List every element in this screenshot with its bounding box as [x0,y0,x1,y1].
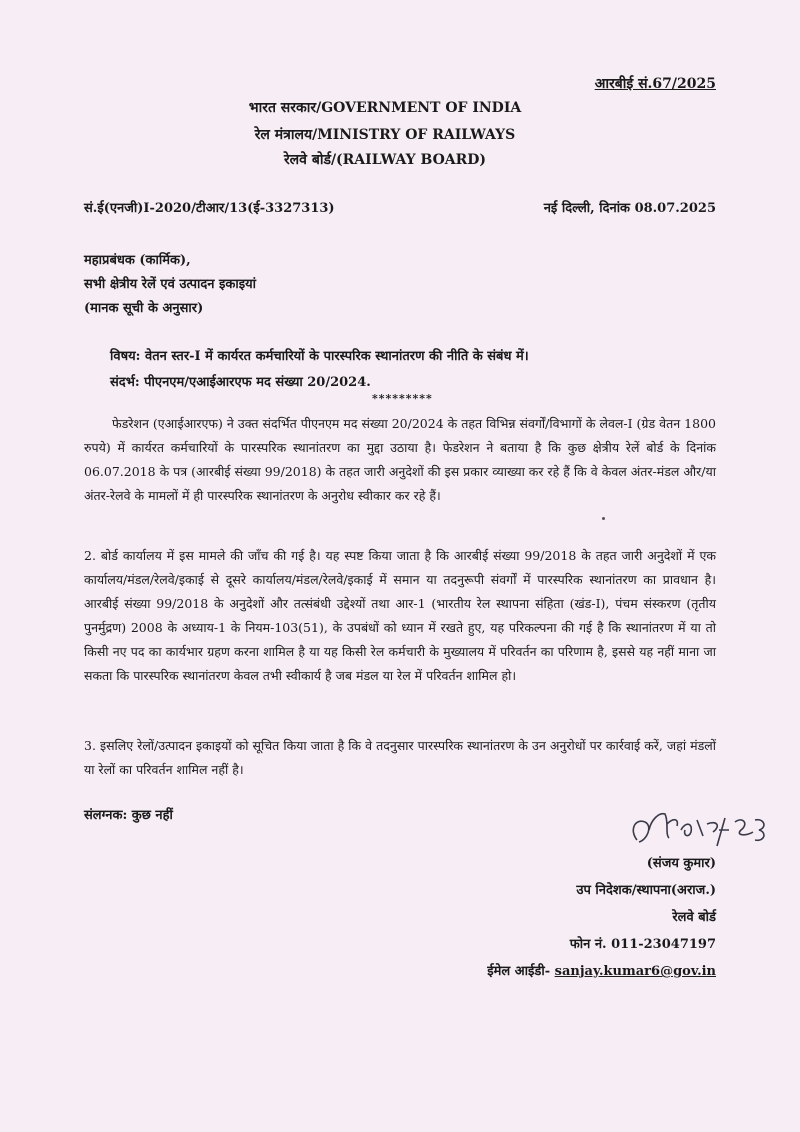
signatory-designation: उप निदेशक/स्थापना(अराज.) [576,883,716,898]
signatory-block [487,850,716,985]
signatory-name: (संजय कुमार) [646,856,716,871]
email-label: ईमेल आईडी- [487,964,551,979]
addressee-line-2: सभी क्षेत्रीय रेलें एवं उत्पादन इकाइयां [84,277,257,292]
rbe-number: आरबीई सं.67/2025 [594,76,716,92]
addressee-line-3: (मानक सूची के अनुसार) [84,301,204,316]
subject-line: विषय: वेतन स्तर-I में कार्यरत कर्मचारियों के पारस्परिक स्थानांतरण की नीति के संबंध में। [110,349,529,364]
header-ministry: रेल मंत्रालय/MINISTRY OF RAILWAYS [254,127,516,143]
file-number: सं.ई(एनजी)I-2020/टीआर/13(ई-3327313) [84,201,335,216]
addressee-line-1: महाप्रबंधक (कार्मिक), [84,253,191,268]
header-govt: भारत सरकार/GOVERNMENT OF INDIA [248,100,522,116]
separator: ********* [372,392,433,405]
header-board: रेलवे बोर्ड/(RAILWAY BOARD) [283,152,487,168]
place-date: नई दिल्ली, दिनांक 08.07.2025 [543,201,716,216]
enclosure: संलग्नक: कुछ नहीं [84,808,173,823]
email-link[interactable]: sanjay.kumar6@gov.in [554,964,716,979]
speck [602,517,605,520]
signatory-phone: फोन नं. 011-23047197 [569,937,716,952]
signatory-email-line [487,958,716,985]
paragraph-2: 2. बोर्ड कार्यालय में इस मामले की जाँच की गई है। यह स्पष्ट किया जाता है कि आरबीई संख्या 99/2018 के तहत जारी अनुदेशों में एक कार्यालय/मंडल/रेलवे/इकाई से दूसरे कार्यालय/मंडल/रेलवे/इकाई में समान या तदनुरूपी संवर्गों में पारस्परिक स्थानांतरण का प्रावधान है। आरबीई संख्या 99/2018 के अनुदेशों और तत्संबंधी उद्देश्यों तथा आर-1 (भारतीय रेल स्थापना संहिता (खंड-I), पंचम संस्करण (तृतीय पुनर्मुद्रण) 2008 के अध्याय-1 के नियम-103(51), के उपबंधों को ध्यान में रखते हुए, यह परिकल्पना की गई है कि स्थानांतरण में या तो किसी नए पद का कार्यभार ग्रहण करना शामिल है या यह किसी रेल कर्मचारी के मुख्यालय में परिवर्तन का परिणाम है, इससे यह नहीं माना जा सकता कि पारस्परिक स्थानांतरण केवल तभी स्वीकार्य है जब मंडल या रेल में परिवर्तन शामिल हो। [84,548,716,683]
paragraph-3: 3. इसलिए रेलों/उत्पादन इकाइयों को सूचित किया जाता है कि वे तदनुसार पारस्परिक स्थानांतरण के उन अनुरोधों पर कार्रवाई करें, जहां मंडलों या रेलों का परिवर्तन शामिल नहीं है। [84,738,716,777]
paragraph-1: फेडरेशन (एआईआरएफ) ने उक्त संदर्भित पीएनएम मद संख्या 20/2024 के तहत विभिन्न संवर्गों/विभागों के लेवल-I (ग्रेड वेतन 1800 रुपये) में कार्यरत कर्मचारियों के पारस्परिक स्थानांतरण का मुद्दा उठाया है। फेडरेशन ने बताया है कि कुछ क्षेत्रीय रेलें बोर्ड के दिनांक 06.07.2018 के पत्र (आरबीई संख्या 99/2018) के तहत जारी अनुदेशों की इस प्रकार व्याख्या कर रहे हैं कि वे केवल अंतर-मंडल और/या अंतर-रेलवे के मामलों में ही पारस्परिक स्थानांतरण के अनुरोध स्वीकार कर रहे हैं। [84,416,716,503]
signatory-office: रेलवे बोर्ड [672,910,716,925]
reference-line: संदर्भ: पीएनएम/एआईआरएफ मद संख्या 20/2024. [110,375,371,390]
